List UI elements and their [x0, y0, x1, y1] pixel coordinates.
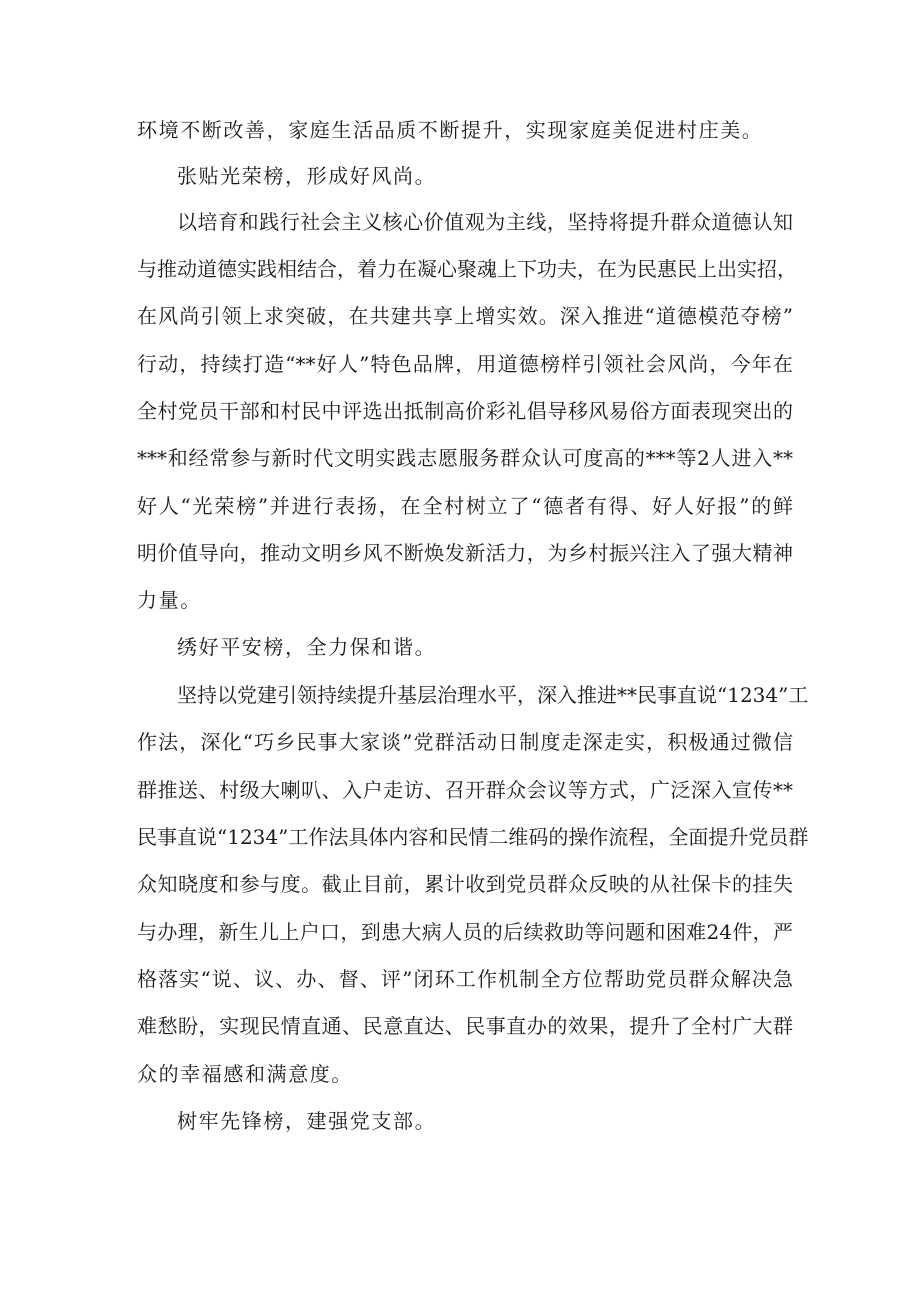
text-line: 力量。	[137, 588, 202, 612]
text-line: 坚持以党建引领持续提升基层治理水平，深入推进**民事直说“1234”工	[177, 683, 809, 707]
section-heading: 张贴光荣榜，形成好风尚。	[177, 164, 437, 188]
text-line: 作法，深化“巧乡民事大家谈”党群活动日制度走深走实，积极通过微信	[137, 730, 793, 754]
text-line: 众的幸福感和满意度。	[137, 1062, 353, 1086]
text-line: 群推送、村级大喇叭、入户走访、召开群众会议等方式，广泛深入宣传**	[137, 778, 793, 802]
text-line: 与办理，新生儿上户口，到患大病人员的后续救助等问题和困难24件，严	[137, 920, 793, 944]
text-line: 与推动道德实践相结合，着力在凝心聚魂上下功夫，在为民惠民上出实招，	[137, 257, 797, 281]
text-line: 行动，持续打造“**好人”特色品牌，用道德榜样引领社会风尚，今年在	[137, 352, 793, 376]
section-heading: 绣好平安榜，全力保和谐。	[177, 635, 437, 659]
text-line: 在风尚引领上求突破，在共建共享上增实效。深入推进“道德模范夺榜”	[137, 304, 793, 328]
text-line: 众知晓度和参与度。截止目前，累计收到党员群众反映的从社保卡的挂失	[137, 872, 793, 896]
text-line: 明价值导向，推动文明乡风不断焕发新活力，为乡村振兴注入了强大精神	[137, 541, 793, 565]
text-line: 好人“光荣榜”并进行表扬，在全村树立了“德者有得、好人好报”的鲜	[137, 494, 793, 518]
text-line: 以培育和践行社会主义核心价值观为主线，坚持将提升群众道德认知	[177, 210, 793, 234]
text-line: 环境不断改善，家庭生活品质不断提升，实现家庭美促进村庄美。	[137, 118, 764, 142]
text-line: 民事直说“1234”工作法具体内容和民情二维码的操作流程，全面提升党员群	[137, 825, 809, 849]
text-line: ***和经常参与新时代文明实践志愿服务群众认可度高的***等2人进入**	[137, 446, 793, 470]
text-line: 难愁盼，实现民情直通、民意直达、民事直办的效果，提升了全村广大群	[137, 1014, 793, 1038]
text-line: 全村党员干部和村民中评选出抵制高价彩礼倡导移风易俗方面表现突出的	[137, 399, 793, 423]
section-heading: 树牢先锋榜，建强党支部。	[177, 1109, 437, 1133]
text-line: 格落实“说、议、办、督、评”闭环工作机制全方位帮助党员群众解决急	[137, 967, 793, 991]
